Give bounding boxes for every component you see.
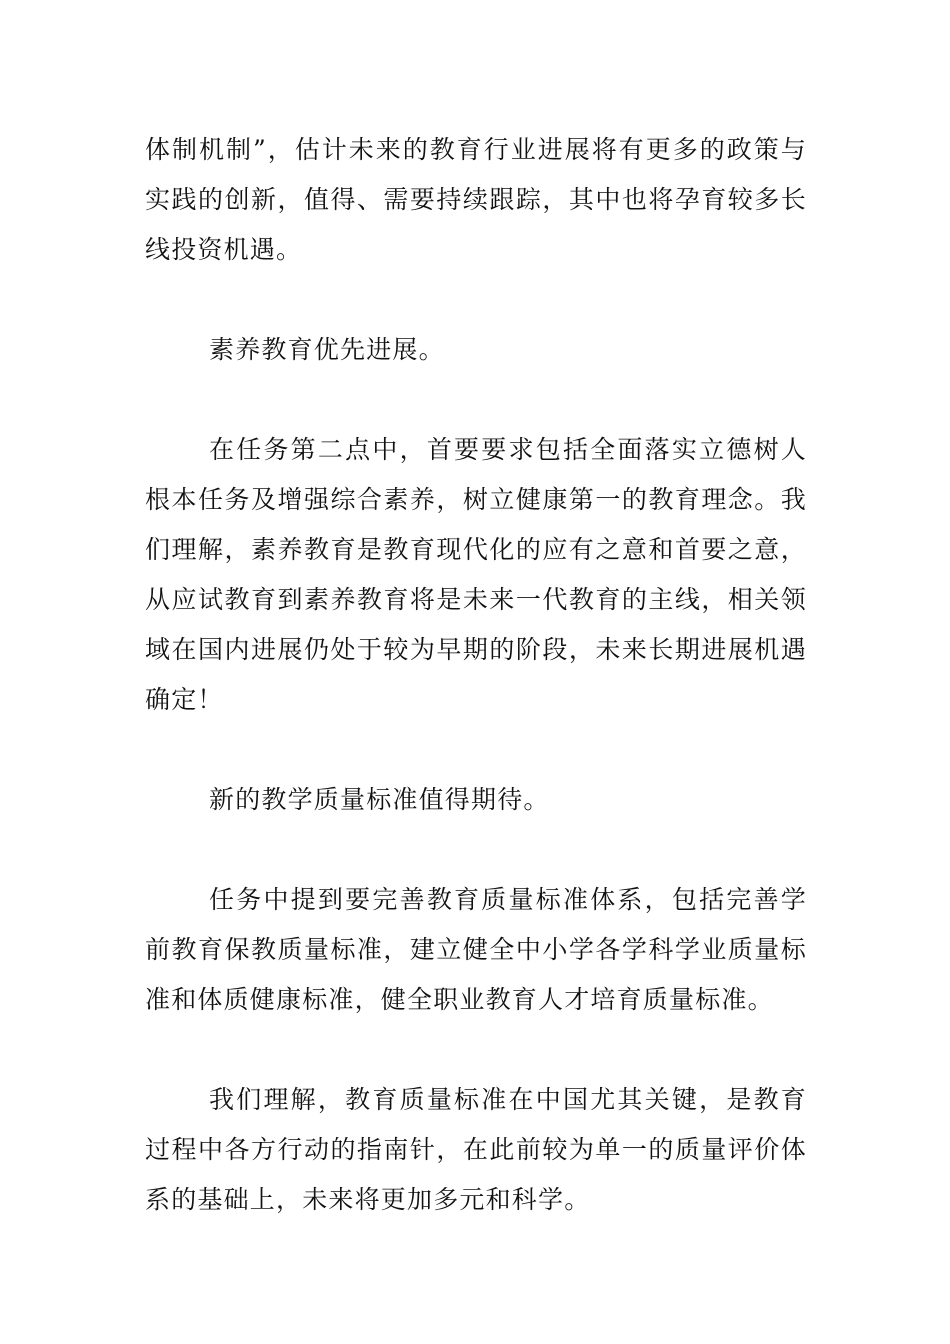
paragraph-continuation: 体制机制”，估计未来的教育行业进展将有更多的政策与实践的创新，值得、需要持续跟踪，其中也将孕育较多长线投资机遇。 [145, 135, 807, 264]
paragraph-quality-education: 在任务第二点中，首要要求包括全面落实立德树人根本任务及增强综合素养，树立健康第一的教育理念。我们理解，素养教育是教育现代化的应有之意和首要之意，从应试教育到素养教育将是未来一代教育的主线，相关领域在国内进展仍处于较为早期的阶段，未来长期进展机遇确定！ [145, 435, 807, 714]
section-heading-quality-education: 素养教育优先进展。 [209, 335, 445, 364]
document-page [145, 125, 807, 1225]
paragraph-standards-understanding: 我们理解，教育质量标准在中国尤其关键，是教育过程中各方行动的指南针，在此前较为单一的质量评价体系的基础上，未来将更加多元和科学。 [145, 1085, 807, 1214]
section-heading-teaching-standards: 新的教学质量标准值得期待。 [209, 785, 550, 814]
paragraph-teaching-standards: 任务中提到要完善教育质量标准体系，包括完善学前教育保教质量标准，建立健全中小学各学科学业质量标准和体质健康标准，健全职业教育人才培育质量标准。 [145, 885, 807, 1014]
